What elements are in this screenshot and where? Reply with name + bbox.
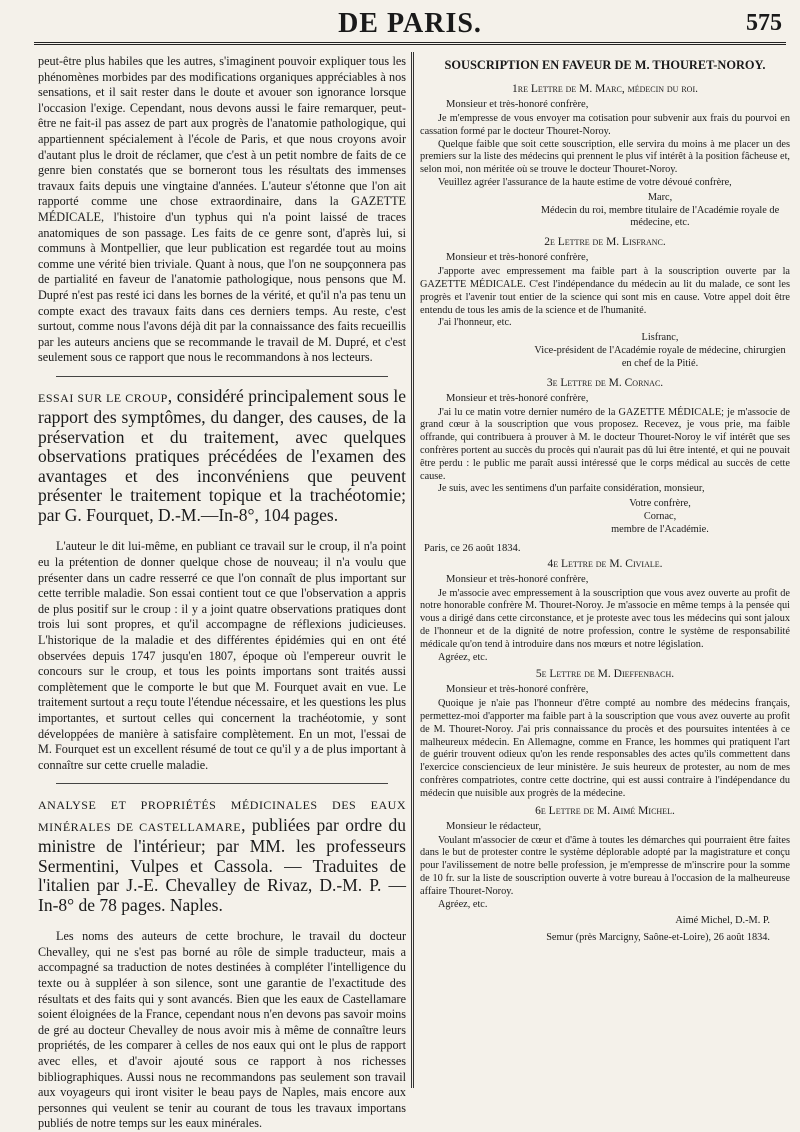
eaux-title-lead: ANALYSE ET PROPRIÉTÉS MÉDICINALES DES EAUX MINÉRALES DE CASTELLAMARE <box>38 798 406 834</box>
letter-4-salutation: Monsieur et très-honoré confrère, <box>446 573 589 585</box>
letter-1-text: Veuillez agréer l'assurance de la haute estime de votre dévoué confrère, <box>438 176 732 188</box>
letter-2-text: J'apporte avec empressement ma faible part à la souscription ouverte par la GAZETTE MÉDICALE. C'est l'indépendance du médecin au lit du malade, ce sont les progrès et l'avenir tout entier de la science qui sont mis en cause. Votre appel doit être entendu de tous les amis de la science et de l'humanité. <box>420 266 790 316</box>
page-header <box>34 8 786 45</box>
letter-5-heading: 5e Lettre de M. Dieffenbach. <box>535 668 675 681</box>
letter-3-date: Paris, ce 26 août 1834. <box>424 542 521 554</box>
letter-3-text: Je suis, avec les sentimens d'un parfaite considération, monsieur, <box>438 483 705 495</box>
column-divider <box>411 52 414 1088</box>
left-column <box>38 54 407 1131</box>
section-rule <box>56 376 388 377</box>
letter-2-salutation: Monsieur et très-honoré confrère, <box>446 252 589 264</box>
letter-2-signature <box>530 332 790 370</box>
croup-title-rest: , considéré principalement sous le rapport des symptômes, du danger, des causes, de la préservation et du traitement, avec quelques observations pratiques précédées de l'examen des avantages et des inconvéniens que peuvent présenter le traitement topique et la trachéotomie; par G. Fourquet, D.-M.—In-8°, 104 pages. <box>38 385 407 525</box>
dupre-review-text: peut-être plus habiles que les autres, s'imaginent pouvoir expliquer tous les phénomènes morbides par des modifications organiques appréciables à nos sensations, et il sait rester dans le doute et avouer son ignorance lorsque l'occasion l'exige. Cependant, nous devons aussi le faire remarquer, peut-être ne fait-il pas assez de part aux progrès de l'anatomie pathologique, qui appartiennent spécialement à l'école de Paris, et que nous croyons avoir d'autant plus le droit de réclamer, que c'est à un petit nombre de faits de ce genre bien constatés que se borneront tous les résultats des immenses travaux faits depuis une vingtaine d'années. L'auteur s'étonne que l'on ait rapporté comme une chose extraordinaire, dans la GAZETTE MÉDICALE, l'histoire d'un typhus qui n'a point laissé de traces anatomiques de son passage. Les faits de ce genre sont, d'après lui, si communs à Montpellier, que leur publication est regardée tout au moins comme une vérité bien triviale. Quant à nous, que l'on ne soupçonnera pas de partialité en faveur de l'anatomie pathologique, nous pensons que M. Dupré n'est pas resté ici dans les bornes de la vérité, et qu'il n'a pas tenu un compte exact des travaux faits dans ces derniers temps. Au reste, c'est surtout, comme nous l'avons déjà dit par la connaissance des faits recueillis par les auteurs anciens que se recommande le travail de M. Dupré, et c'est seulement sous ce rapport que nous le recommandons à nos lecteurs. <box>38 54 406 365</box>
letter-1-signature <box>530 192 790 230</box>
letter-3-heading: 3e Lettre de M. Cornac. <box>546 376 664 389</box>
letter-4-text: Agréez, etc. <box>438 651 488 663</box>
letter-2-heading: 2e Lettre de M. Lisfranc. <box>544 236 666 249</box>
letter-6-heading: 6e Lettre de M. Aimé Michel. <box>535 804 675 817</box>
letter-4-text: Je m'associe avec empressement à la souscription que vous avez ouverte au profit de notre honorable confrère M. Thouret-Noroy. Je m'associe en même temps à la pensée qui vous a dirigé dans cette circonstance, et je proteste avec tous les médecins qui sont jaloux de l'honneur et de la dignité de notre profession, contre le système de responsabilité médicale qu'on tend à introduire dans nos mœurs et notre législation. <box>420 587 790 650</box>
letter-6-signature: Aimé Michel, D.-M. P. <box>675 915 770 927</box>
croup-review-text: L'auteur le dit lui-même, en publiant ce travail sur le croup, il n'a point eu la prétention de donner quelque chose de nouveau; il n'a voulu que présenter dans un cadre resserré ce que l'on connaît de plus important sur cette terrible maladie. Son essai contient tout ce que l'observation a appris de plus positif sur le croup : il y a joint quatre observations pratiques dont trois lui sont propres, et qu'il accompagne de réflexions judicieuses. L'historique de la maladie et des différentes épidémies qui en ont été observées depuis 1747 jusqu'en 1807, époque où l'empereur ouvrit le concours sur le croup, et tous les points importans sont traités aussi complètement que le comporte le but que M. Fourquet avait en vue. Le traitement surtout a reçu toute l'étendue nécessaire, et les questions les plus importantes, et surtout celles qui concernent la trachéotomie, y sont développées de manière à satisfaire complètement. En un mot, l'essai de M. Fourquet est un excellent résumé de tout ce qu'il y a de plus important à connaître sur cette cruelle maladie. <box>38 539 406 772</box>
signature-name: Cornac, <box>643 510 677 522</box>
letter-1-salutation: Monsieur et très-honoré confrère, <box>446 99 589 110</box>
letter-1-text: Quelque faible que soit cette souscription, elle servira du moins à me placer un des premiers sur la liste des médecins qui prennent le plus vif intérêt à la position fâcheuse et, selon moi, non méritée où se trouve le docteur Thouret-Noroy. <box>420 138 790 176</box>
letter-6-date: Semur (près Marcigny, Saône-et-Loire), 26 août 1834. <box>546 932 770 944</box>
eaux-book-title <box>38 794 406 915</box>
letter-6-text: Voulant m'associer de cœur et d'âme à toutes les démarches qui pourraient être faites dans le but de protester contre le système déplorable adopté par la magistrature et conçu pour l'avilissement de notre belle profession, je m'empresse de m'inscrire pour la somme de 10 fr. sur la liste de souscription ouverte à votre bureau à l'occasion de la malheureuse affaire Thouret-Noroy. <box>420 834 790 897</box>
right-column <box>420 54 790 1088</box>
letter-5-salutation: Monsieur et très-honoré confrère, <box>446 684 589 696</box>
letter-1-text: Je m'empresse de vous envoyer ma cotisation pour subvenir aux frais du pourvoi en cassation formé par le docteur Thouret-Noroy. <box>420 113 790 137</box>
signature-name: Marc, <box>647 191 673 203</box>
eaux-review-text: Les noms des auteurs de cette brochure, le travail du docteur Chevalley, qui ne s'est pas borné au rôle de simple traducteur, mais a accompagné sa traduction de notes destinées à compléter l'intelligence du texte ou à suppléer à son silence, sont une garantie de l'exactitude des résultats et des faits qui y sont avancés. Bien que les eaux de Castellamare soient éloignées de la France, cependant nous n'en devons pas savoir moins de gré au docteur Chevalley de nous avoir mis à même de connaître leurs propriétés, de les comparer à celles de nos eaux qui ont le plus de rapport avec elles, et d'avoir ajouté sous ce rapport à nos richesses bibliographiques. Aussi nous ne recommandons pas seulement son travail aux voyageurs qui iront visiter le beau pays de Naples, mais encore aux personnes qui veulent se tenir au courant de tous les travaux importans publiés de notre temps sur les eaux minérales. <box>38 929 406 1131</box>
section-rule <box>56 783 388 784</box>
signature-closing: Votre confrère, <box>629 498 691 510</box>
letter-4-heading: 4e Lettre de M. Civiale. <box>547 557 663 570</box>
letter-3-text: J'ai lu ce matin votre dernier numéro de la GAZETTE MÉDICALE; je m'associe de grand cœur à la souscription que vous proposez. Recevez, je vous prie, ma faible offrande, qui contribuera à prouver à M. le docteur Thouret-Noroy le vif intérêt que ses confrères portent au succès du procès qui n'aurait pas dû lui être intenté, et qui ne pouvait être perdu : le public me paraît aussi intéressé que le corps médical au succès de cette cause. <box>420 406 790 482</box>
signature-name: Lisfranc, <box>641 332 679 344</box>
letter-5-text: Quoique je n'aie pas l'honneur d'être compté au nombre des médecins français, permettez-moi d'apporter ma faible part à la souscription que vous avez ouverte au profit de M. Thouret-Noroy. J'ai pris connaissance du procès et des poursuites intentées à ce malheureux médecin. En Allemagne, comme en France, les hommes qui pratiquent l'art de guérir trouvent odieux qu'on les rende responsables des actes qu'ils commettent dans l'exercice consciencieux de leur ministère. Je suis heureux de protester, au nom de mes confrères compatriotes, contre cette doctrine, qui est aussi contraire à l'indépendance du médecin que nuisible aux progrès de la médecine. <box>420 698 790 799</box>
letter-3-signature <box>530 498 790 536</box>
page-title: DE PARIS. <box>338 8 482 39</box>
subscription-heading: SOUSCRIPTION EN FAVEUR DE M. THOURET-NOROY. <box>444 58 766 72</box>
signature-title: membre de l'Académie. <box>611 523 709 535</box>
letter-3-salutation: Monsieur et très-honoré confrère, <box>446 392 589 404</box>
croup-title-lead: ESSAI SUR LE CROUP <box>38 390 168 405</box>
croup-book-title <box>38 387 406 526</box>
page-number: 575 <box>746 10 782 36</box>
letter-6-text: Agréez, etc. <box>438 898 488 910</box>
signature-title: Médecin du roi, membre titulaire de l'Académie royale de médecine, etc. <box>540 204 780 229</box>
letter-1-heading: 1re Lettre de M. Marc, médecin du roi. <box>512 83 698 95</box>
letter-2-text: J'ai l'honneur, etc. <box>438 317 512 329</box>
letter-6-salutation: Monsieur le rédacteur, <box>446 820 542 832</box>
signature-title: Vice-président de l'Académie royale de médecine, chirurgien en chef de la Pitié. <box>534 344 786 369</box>
eaux-title-rest: , publiées par ordre du ministre de l'intérieur; par MM. les professeurs Sermentini, Vulpes et Cassola. — Traduites de l'italien par J.-E. Chevalley de Rivaz, D.-M. P. — In-8° de 78 pages. Naples. <box>38 814 406 915</box>
